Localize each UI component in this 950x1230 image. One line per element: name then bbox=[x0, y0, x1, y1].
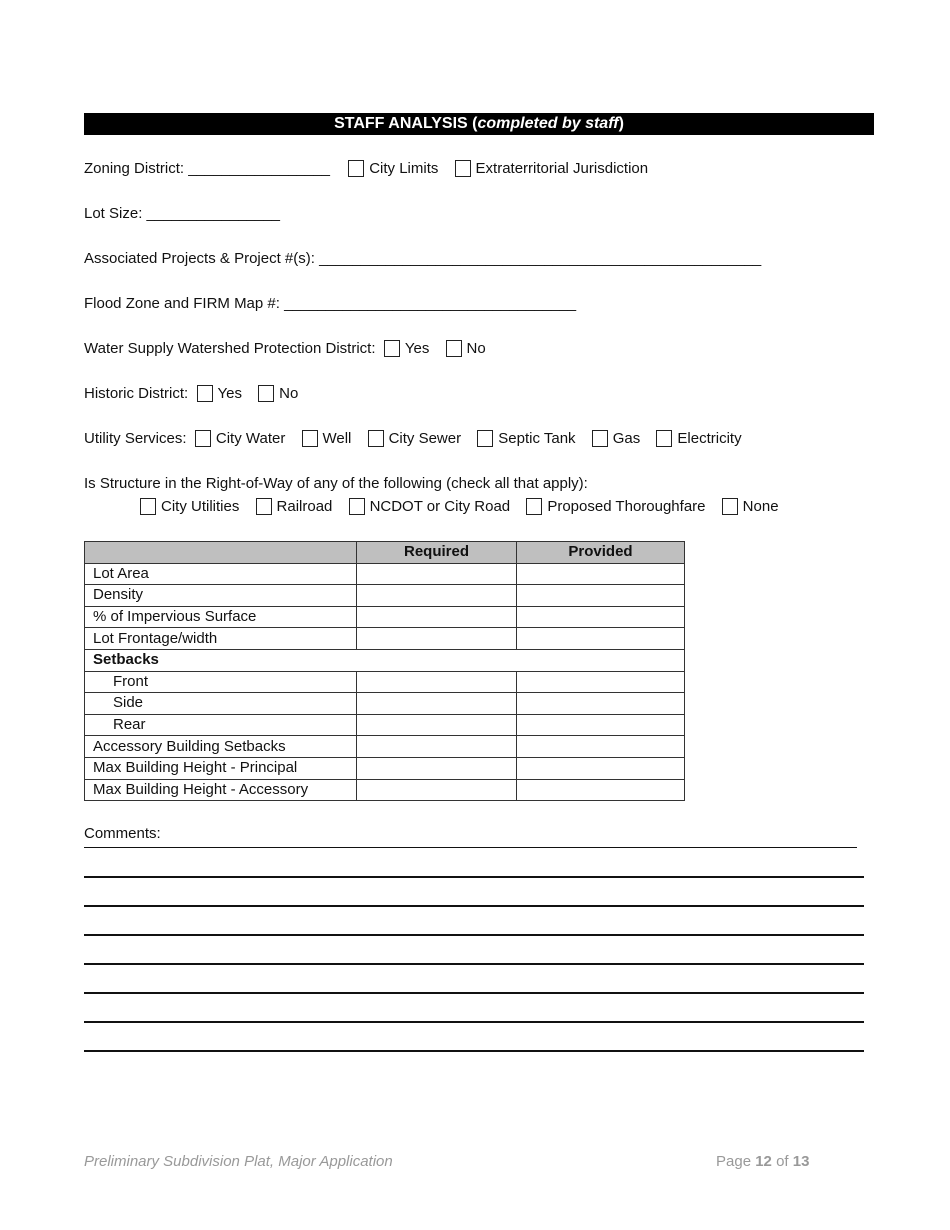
city-sewer-checkbox[interactable] bbox=[368, 430, 384, 447]
comments-label-text: Comments: bbox=[84, 825, 161, 842]
row-label-height-principal: Max Building Height - Principal bbox=[85, 757, 357, 779]
section-header bbox=[84, 113, 874, 135]
historic-no-checkbox[interactable] bbox=[258, 385, 274, 402]
cell-required[interactable] bbox=[357, 693, 517, 715]
header-title: STAFF ANALYSIS ( bbox=[334, 115, 478, 132]
railroad-label: Railroad bbox=[276, 498, 333, 515]
row-label-impervious: % of Impervious Surface bbox=[85, 606, 357, 628]
zoning-row bbox=[84, 159, 648, 179]
row-label-density: Density bbox=[85, 585, 357, 607]
footer-page-number bbox=[716, 1153, 809, 1170]
city-sewer-label: City Sewer bbox=[388, 430, 462, 447]
well-label: Well bbox=[322, 430, 352, 447]
cell-provided[interactable] bbox=[517, 563, 685, 585]
cell-provided[interactable] bbox=[517, 585, 685, 607]
requirements-table bbox=[84, 541, 685, 801]
cell-required[interactable] bbox=[357, 628, 517, 650]
electricity-checkbox[interactable] bbox=[656, 430, 672, 447]
footer-of-word: of bbox=[776, 1153, 789, 1170]
cell-provided[interactable] bbox=[517, 714, 685, 736]
historic-label: Historic District: bbox=[84, 385, 189, 402]
row-label-lot-area: Lot Area bbox=[85, 563, 357, 585]
ncdot-road-label: NCDOT or City Road bbox=[369, 498, 511, 515]
city-limits-checkbox[interactable] bbox=[348, 160, 364, 177]
table-header-row bbox=[85, 542, 685, 564]
table-row bbox=[85, 606, 685, 628]
row-label-accessory-setbacks: Accessory Building Setbacks bbox=[85, 736, 357, 758]
footer-page-total: 13 bbox=[792, 1153, 810, 1170]
utilities-label: Utility Services: bbox=[84, 430, 187, 447]
row-label-frontage: Lot Frontage/width bbox=[85, 628, 357, 650]
watershed-no-checkbox[interactable] bbox=[446, 340, 462, 357]
setbacks-heading: Setbacks bbox=[85, 649, 685, 671]
right-of-way-question-text: Is Structure in the Right-of-Way of any of the following (check all that apply): bbox=[84, 475, 588, 492]
comment-line[interactable] bbox=[84, 992, 864, 994]
header-required: Required bbox=[357, 542, 517, 564]
cell-required[interactable] bbox=[357, 714, 517, 736]
cell-provided[interactable] bbox=[517, 693, 685, 715]
footer-page-word: Page bbox=[716, 1153, 752, 1170]
table-row bbox=[85, 671, 685, 693]
cell-provided[interactable] bbox=[517, 736, 685, 758]
comment-line[interactable] bbox=[84, 905, 864, 907]
cell-provided[interactable] bbox=[517, 757, 685, 779]
header-blank bbox=[85, 542, 357, 564]
flood-zone-field[interactable] bbox=[84, 294, 576, 314]
row-label-rear: Rear bbox=[85, 714, 357, 736]
proposed-thoroughfare-checkbox[interactable] bbox=[526, 498, 542, 515]
row-label-side: Side bbox=[85, 693, 357, 715]
cell-required[interactable] bbox=[357, 606, 517, 628]
watershed-no-label: No bbox=[466, 340, 486, 357]
watershed-yes-checkbox[interactable] bbox=[384, 340, 400, 357]
cell-required[interactable] bbox=[357, 585, 517, 607]
watershed-label: Water Supply Watershed Protection District: bbox=[84, 340, 376, 357]
cell-required[interactable] bbox=[357, 779, 517, 801]
septic-tank-checkbox[interactable] bbox=[477, 430, 493, 447]
none-label: None bbox=[742, 498, 779, 515]
cell-required[interactable] bbox=[357, 736, 517, 758]
watershed-yes-label: Yes bbox=[404, 340, 430, 357]
table-row bbox=[85, 585, 685, 607]
cell-required[interactable] bbox=[357, 671, 517, 693]
etj-label: Extraterritorial Jurisdiction bbox=[475, 160, 649, 177]
table-row bbox=[85, 563, 685, 585]
watershed-row bbox=[84, 339, 486, 359]
historic-yes-label: Yes bbox=[217, 385, 242, 402]
header-title-italic: completed by staff bbox=[477, 115, 619, 132]
row-label-front: Front bbox=[85, 671, 357, 693]
footer-document-title: Preliminary Subdivision Plat, Major Application bbox=[84, 1153, 393, 1170]
table-row bbox=[85, 714, 685, 736]
city-utilities-checkbox[interactable] bbox=[140, 498, 156, 515]
cell-provided[interactable] bbox=[517, 779, 685, 801]
zoning-district-field[interactable]: Zoning District: _________________ bbox=[84, 160, 331, 177]
cell-provided[interactable] bbox=[517, 628, 685, 650]
lot-size-label: Lot Size: ________________ bbox=[84, 205, 281, 222]
electricity-label: Electricity bbox=[677, 430, 742, 447]
header-title-end: ) bbox=[618, 115, 624, 132]
right-of-way-question bbox=[84, 474, 588, 494]
septic-tank-label: Septic Tank bbox=[498, 430, 576, 447]
city-water-label: City Water bbox=[215, 430, 286, 447]
proposed-thoroughfare-label: Proposed Thoroughfare bbox=[547, 498, 706, 515]
cell-provided[interactable] bbox=[517, 671, 685, 693]
comments-label bbox=[84, 824, 161, 844]
cell-required[interactable] bbox=[357, 563, 517, 585]
table-row bbox=[85, 736, 685, 758]
table-row bbox=[85, 649, 685, 671]
historic-yes-checkbox[interactable] bbox=[197, 385, 213, 402]
table-row bbox=[85, 693, 685, 715]
none-checkbox[interactable] bbox=[722, 498, 738, 515]
comment-line[interactable] bbox=[84, 1050, 864, 1052]
city-limits-label: City Limits bbox=[369, 160, 439, 177]
utilities-row bbox=[84, 429, 742, 449]
comment-line[interactable] bbox=[84, 1021, 864, 1023]
cell-provided[interactable] bbox=[517, 606, 685, 628]
comment-line[interactable] bbox=[84, 847, 857, 848]
table-row bbox=[85, 757, 685, 779]
row-label-height-accessory: Max Building Height - Accessory bbox=[85, 779, 357, 801]
gas-checkbox[interactable] bbox=[592, 430, 608, 447]
ncdot-road-checkbox[interactable] bbox=[349, 498, 365, 515]
associated-projects-label: Associated Projects & Project #(s): _____________________________________________________ bbox=[84, 250, 762, 267]
etj-checkbox[interactable] bbox=[455, 160, 471, 177]
historic-row bbox=[84, 384, 298, 404]
table-row bbox=[85, 779, 685, 801]
city-water-checkbox[interactable] bbox=[195, 430, 211, 447]
gas-label: Gas bbox=[612, 430, 641, 447]
historic-no-label: No bbox=[279, 385, 299, 402]
city-utilities-label: City Utilities bbox=[161, 498, 240, 515]
right-of-way-options bbox=[84, 497, 779, 517]
lot-size-field[interactable] bbox=[84, 204, 280, 224]
table-row bbox=[85, 628, 685, 650]
railroad-checkbox[interactable] bbox=[256, 498, 272, 515]
well-checkbox[interactable] bbox=[302, 430, 318, 447]
header-provided: Provided bbox=[517, 542, 685, 564]
footer-page-num: 12 bbox=[755, 1153, 772, 1170]
comment-line[interactable] bbox=[84, 934, 864, 936]
associated-projects-field[interactable] bbox=[84, 249, 761, 269]
comment-line[interactable] bbox=[84, 876, 864, 878]
comment-line[interactable] bbox=[84, 963, 864, 965]
cell-required[interactable] bbox=[357, 757, 517, 779]
flood-zone-label: Flood Zone and FIRM Map #: ___________________________________ bbox=[84, 295, 577, 312]
